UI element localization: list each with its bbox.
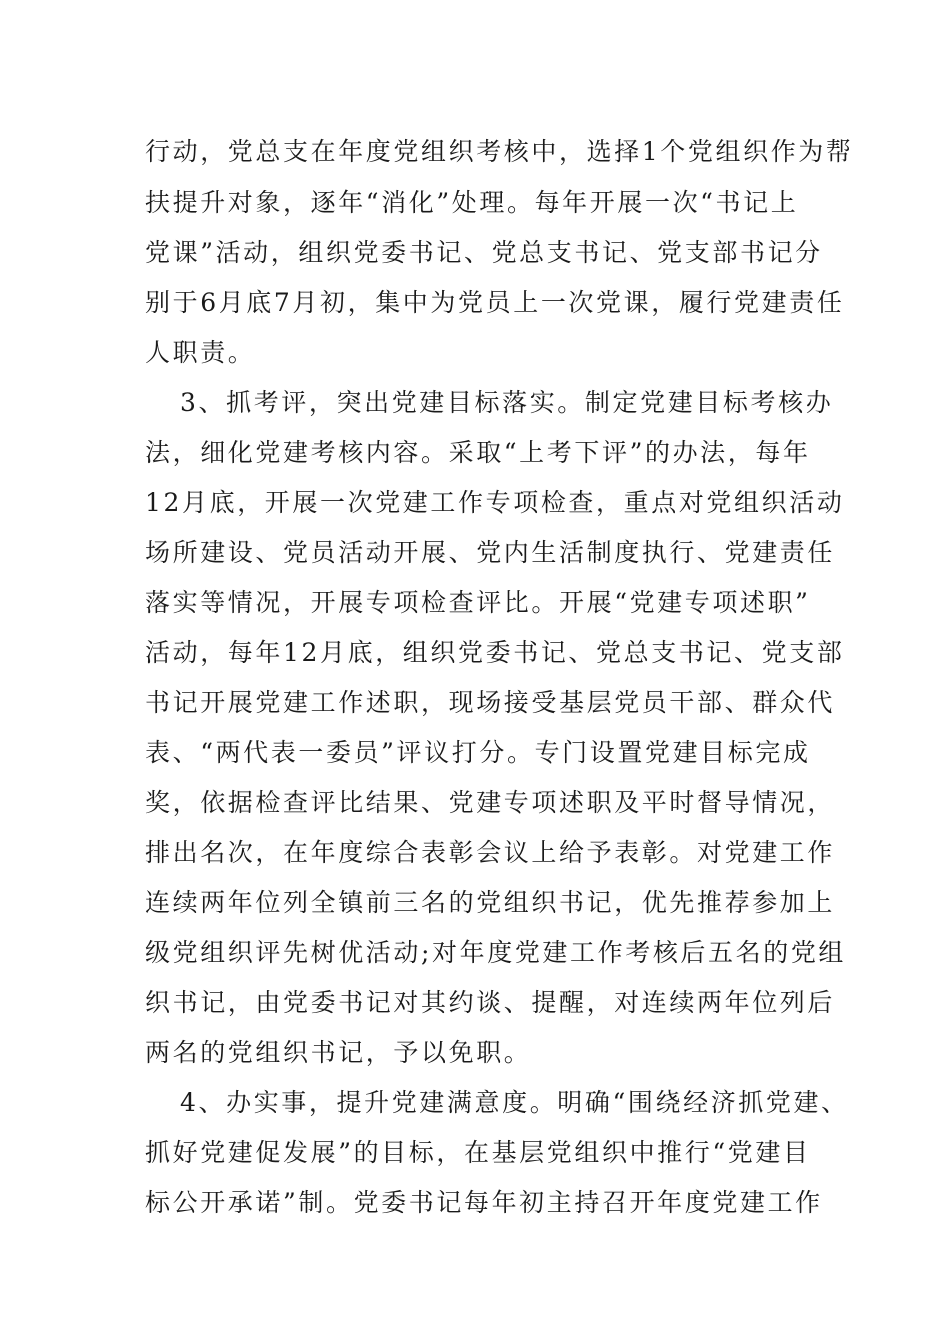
paragraph-3-line-8: 表、“两代表一委员”评议打分。专门设置党建目标完成 <box>145 738 811 767</box>
paragraph-2-line-3: 党课”活动，组织党委书记、党总支书记、党支部书记分 <box>145 238 823 267</box>
paragraph-4-line-3: 标公开承诺”制。党委书记每年初主持召开年度党建工作 <box>145 1188 823 1217</box>
paragraph-2-line-5: 人职责。 <box>145 338 256 367</box>
paragraph-2-line-1: 行动，党总支在年度党组织考核中，选择1个党组织作为帮 <box>145 137 854 166</box>
paragraph-2-line-2: 扶提升对象，逐年“消化”处理。每年开展一次“书记上 <box>145 188 799 217</box>
paragraph-3-line-5: 落实等情况，开展专项检查评比。开展“党建专项述职” <box>145 588 811 617</box>
paragraph-3-line-12: 级党组织评先树优活动;对年度党建工作考核后五名的党组 <box>145 938 847 967</box>
paragraph-4-line-2: 抓好党建促发展”的目标，在基层党组织中推行“党建目 <box>145 1138 811 1167</box>
paragraph-3-line-2: 法，细化党建考核内容。采取“上考下评”的办法，每年 <box>145 438 811 467</box>
paragraph-3-heading-line: 3、抓考评，突出党建目标落实。制定党建目标考核办 <box>180 388 834 417</box>
paragraph-3-line-3: 12月底，开展一次党建工作专项检查，重点对党组织活动 <box>145 488 845 517</box>
paragraph-3-line-6: 活动，每年12月底，组织党委书记、党总支书记、党支部 <box>145 638 845 667</box>
paragraph-3-line-11: 连续两年位列全镇前三名的党组织书记，优先推荐参加上 <box>145 888 836 917</box>
paragraph-3-line-9: 奖，依据检查评比结果、党建专项述职及平时督导情况， <box>145 788 836 817</box>
paragraph-3-line-10: 排出名次，在年度综合表彰会议上给予表彰。对党建工作 <box>145 838 836 867</box>
paragraph-3-line-7: 书记开展党建工作述职，现场接受基层党员干部、群众代 <box>145 688 836 717</box>
paragraph-3-line-4: 场所建设、党员活动开展、党内生活制度执行、党建责任 <box>145 538 836 567</box>
paragraph-3-line-13: 织书记，由党委书记对其约谈、提醒，对连续两年位列后 <box>145 988 836 1017</box>
paragraph-2-line-4: 别于6月底7月初，集中为党员上一次党课，履行党建责任 <box>145 288 845 317</box>
paragraph-4-heading-line: 4、办实事，提升党建满意度。明确“围绕经济抓党建、 <box>180 1088 849 1117</box>
paragraph-3-line-14: 两名的党组织书记，予以免职。 <box>145 1038 532 1067</box>
